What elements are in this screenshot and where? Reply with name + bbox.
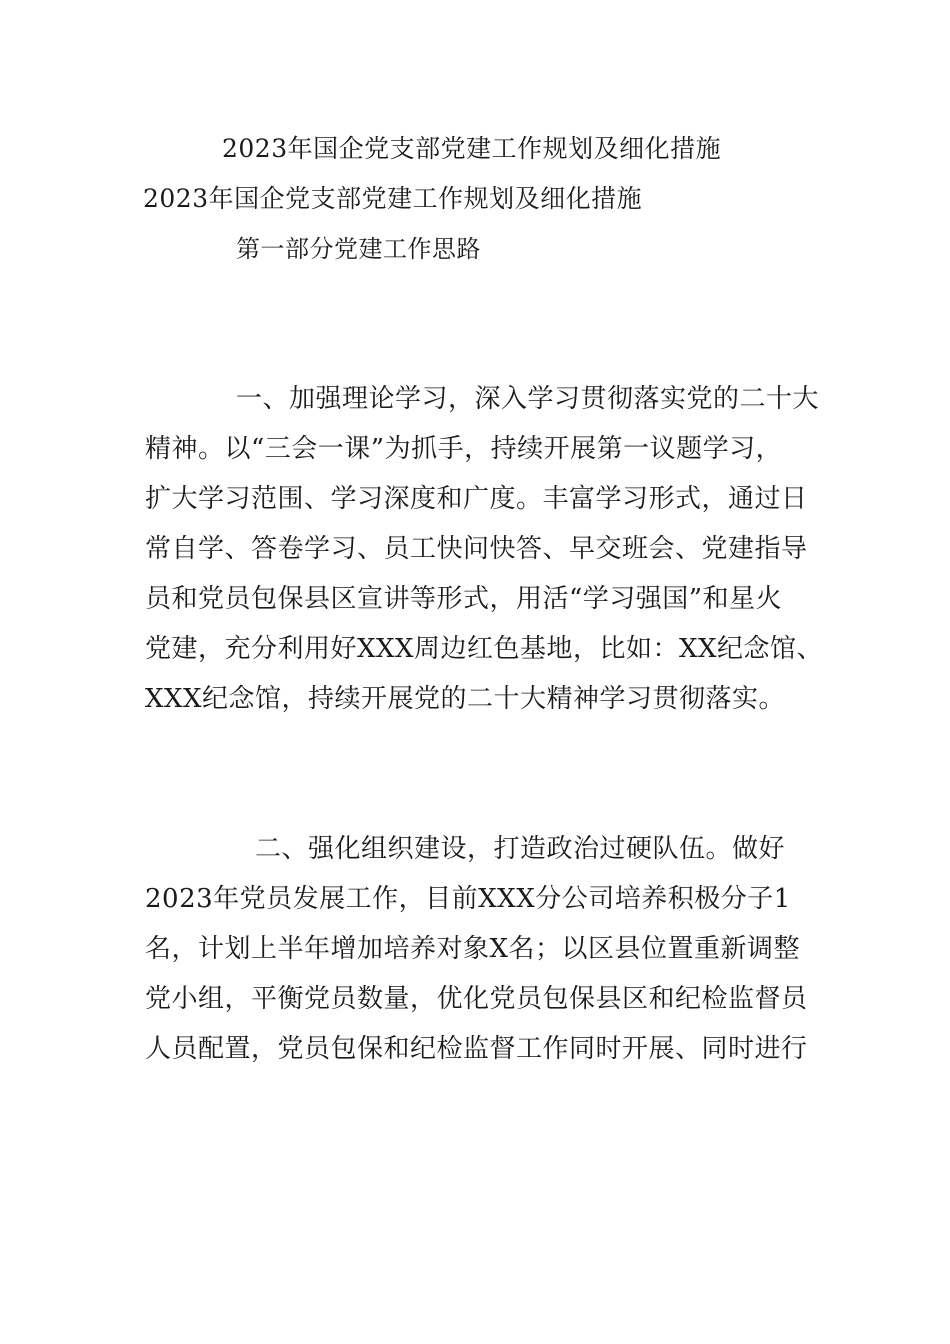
paragraph2-line: 党小组，平衡党员数量，优化党员包保县区和纪检监督员 xyxy=(145,984,808,1014)
document-title-repeat: 2023年国企党支部党建工作规划及细化措施 xyxy=(143,184,643,213)
paragraph2-line: 2023年党员发展工作，目前XXX分公司培养积极分子1 xyxy=(145,884,791,914)
paragraph1-line: 扩大学习范围、学习深度和广度。丰富学习形式，通过日 xyxy=(145,484,808,514)
paragraph1-line: 常自学、答卷学习、员工快问快答、早交班会、党建指导 xyxy=(145,534,808,564)
paragraph2-line: 人员配置，党员包保和纪检监督工作同时开展、同时进行 xyxy=(145,1034,808,1064)
paragraph1-line: 员和党员包保县区宣讲等形式，用活“学习强国”和星火 xyxy=(145,584,783,614)
paragraph2-line: 二、强化组织建设，打造政治过硬队伍。做好 xyxy=(255,834,786,864)
paragraph2-line: 名，计划上半年增加培养对象X名；以区县位置重新调整 xyxy=(145,934,801,964)
document-title: 2023年国企党支部党建工作规划及细化措施 xyxy=(222,134,722,163)
paragraph1-line: 一、加强理论学习，深入学习贯彻落实党的二十大 xyxy=(236,384,820,414)
paragraph1-line: 精神。以“三会一课”为抓手，持续开展第一议题学习， xyxy=(145,434,783,464)
paragraph1-line: XXX纪念馆，持续开展党的二十大精神学习贯彻落实。 xyxy=(145,684,786,714)
paragraph1-line: 党建，充分利用好XXX周边红色基地，比如：XX纪念馆、 xyxy=(145,634,824,664)
section-heading: 第一部分党建工作思路 xyxy=(236,235,481,263)
